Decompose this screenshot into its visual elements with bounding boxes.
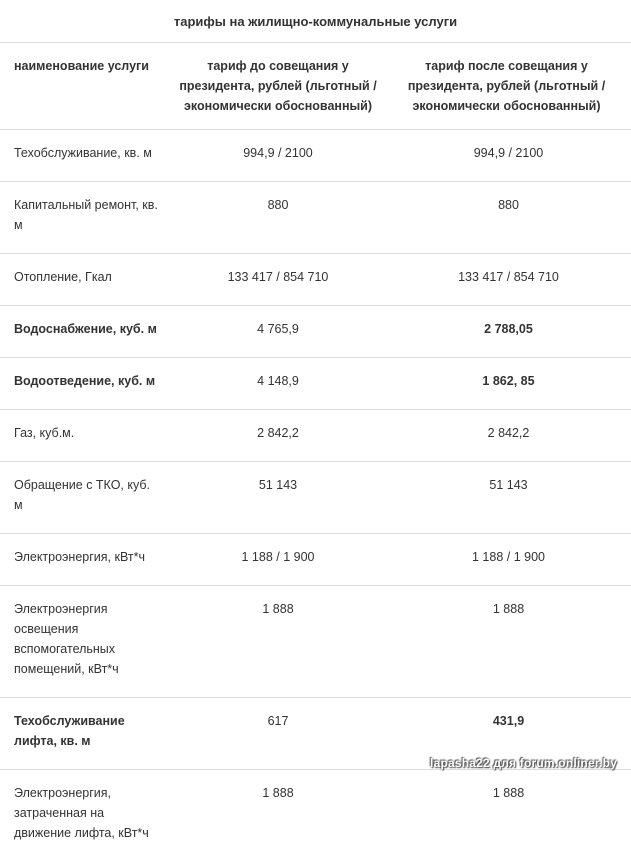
tariff-after-cell: 2 788,05 xyxy=(386,306,631,358)
tariff-before-cell: 1 188 / 1 900 xyxy=(170,534,386,586)
tariff-after-cell: 431,9 xyxy=(386,698,631,770)
tariff-before-cell: 994,9 / 2100 xyxy=(170,130,386,182)
tariff-after-cell: 133 417 / 854 710 xyxy=(386,254,631,306)
table-row xyxy=(0,410,631,462)
service-name-cell: Электроэнергия, кВт*ч xyxy=(0,534,170,586)
service-name-cell: Электроэнергия освещения вспомогательных помещений, кВт*ч xyxy=(0,586,170,698)
table-header-row xyxy=(0,43,631,130)
table-row xyxy=(0,586,631,698)
tariff-after-cell: 1 862, 85 xyxy=(386,358,631,410)
tariff-after-cell: 994,9 / 2100 xyxy=(386,130,631,182)
table-row xyxy=(0,462,631,534)
service-name-cell: Техобслуживание, кв. м xyxy=(0,130,170,182)
tariff-before-cell: 51 143 xyxy=(170,462,386,534)
tariff-before-cell: 617 xyxy=(170,698,386,770)
service-name-cell: Водоснабжение, куб. м xyxy=(0,306,170,358)
tariff-after-cell: 880 xyxy=(386,182,631,254)
tariff-before-cell: 4 148,9 xyxy=(170,358,386,410)
service-name-cell: Водоотведение, куб. м xyxy=(0,358,170,410)
service-name-cell: Техобслуживание лифта, кв. м xyxy=(0,698,170,770)
header-service-name: наименование услуги xyxy=(0,43,170,130)
tariff-after-cell: 1 888 xyxy=(386,586,631,698)
header-tariff-before: тариф до совещания у президента, рублей (льготный / экономически обоснованный) xyxy=(170,43,386,130)
table-row xyxy=(0,770,631,861)
service-name-cell: Электроэнергия, затраченная на движение лифта, кВт*ч xyxy=(0,770,170,861)
header-tariff-after: тариф после совещания у президента, рублей (льготный / экономически обоснованный) xyxy=(386,43,631,130)
table-row xyxy=(0,358,631,410)
table-row xyxy=(0,534,631,586)
table-row xyxy=(0,254,631,306)
table-row xyxy=(0,306,631,358)
service-name-cell: Газ, куб.м. xyxy=(0,410,170,462)
service-name-cell: Отопление, Гкал xyxy=(0,254,170,306)
tariff-before-cell: 133 417 / 854 710 xyxy=(170,254,386,306)
tariff-before-cell: 4 765,9 xyxy=(170,306,386,358)
service-name-cell: Капитальный ремонт, кв. м xyxy=(0,182,170,254)
tariff-after-cell: 2 842,2 xyxy=(386,410,631,462)
tariff-after-cell: 51 143 xyxy=(386,462,631,534)
table-row xyxy=(0,130,631,182)
table-title: тарифы на жилищно-коммунальные услуги xyxy=(0,14,631,29)
watermark: lapasha22 для forum.onliner.by xyxy=(430,756,617,770)
tariff-table xyxy=(0,42,631,861)
service-name-cell: Обращение с ТКО, куб. м xyxy=(0,462,170,534)
tariff-after-cell: 1 888 xyxy=(386,770,631,861)
tariff-after-cell: 1 188 / 1 900 xyxy=(386,534,631,586)
tariff-before-cell: 880 xyxy=(170,182,386,254)
tariff-before-cell: 1 888 xyxy=(170,586,386,698)
tariff-before-cell: 1 888 xyxy=(170,770,386,861)
tariff-before-cell: 2 842,2 xyxy=(170,410,386,462)
table-row xyxy=(0,182,631,254)
